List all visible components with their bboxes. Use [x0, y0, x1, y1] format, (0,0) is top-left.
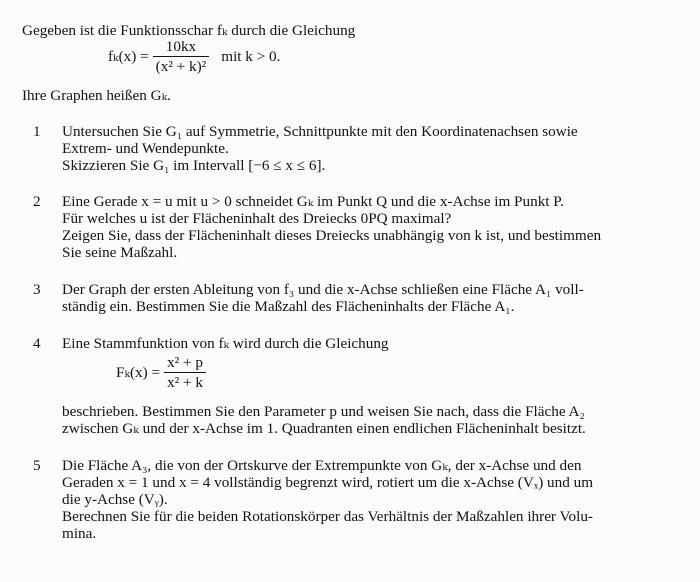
intro-graph-name: Ihre Graphen heißen Gₖ. [22, 87, 171, 104]
equation-lhs: fₖ(x) = [108, 48, 149, 65]
task-2-line: Eine Gerade x = u mit u > 0 schneidet Gₖ im Punkt Q und die x-Achse im Punkt P. [62, 193, 564, 210]
task-4-line: Eine Stammfunktion von fₖ wird durch die Gleichung [62, 335, 389, 352]
task-1-line: Untersuchen Sie G₁ auf Symmetrie, Schnittpunkte mit den Koordinatenachsen sowie [62, 123, 578, 140]
equation-condition: mit k > 0. [221, 48, 281, 65]
task-4-line: beschrieben. Bestimmen Sie den Parameter p und weisen Sie nach, dass die Fläche A₂ [62, 403, 585, 420]
intro-equation [108, 38, 280, 75]
fraction-numerator: x² + p [164, 354, 206, 373]
equation-fraction [164, 354, 206, 391]
fraction-numerator: 10kx [153, 38, 210, 57]
task-number: 5 [33, 457, 41, 474]
task-5-line: Geraden x = 1 und x = 4 vollständig begrenzt wird, rotiert um die x-Achse (Vₓ) und um [62, 474, 594, 491]
equation-fraction [153, 38, 210, 75]
task-number: 1 [33, 123, 41, 140]
task-3-line: ständig ein. Bestimmen Sie die Maßzahl des Flächeninhalts der Fläche A₁. [62, 298, 515, 315]
task-2-line: Sie seine Maßzahl. [62, 244, 178, 261]
fraction-denominator: x² + k [167, 374, 203, 391]
task-4-equation [116, 354, 210, 391]
task-5-line: Berechnen Sie für die beiden Rotationskörper das Verhältnis der Maßzahlen ihrer Volu- [62, 508, 593, 525]
task-3-line: Der Graph der ersten Ableitung von f₃ und die x-Achse schließen eine Fläche A₁ voll- [62, 281, 584, 298]
task-5-line: die y-Achse (Vᵧ). [62, 491, 168, 508]
task-number: 2 [33, 193, 41, 210]
fraction-denominator: (x² + k)² [155, 58, 207, 75]
task-number: 4 [33, 335, 41, 352]
task-5-line: Die Fläche A₃, die von der Ortskurve der Extrempunkte von Gₖ, der x-Achse und den [62, 457, 582, 474]
task-number: 3 [33, 281, 41, 298]
task-1-line: Extrem- und Wendepunkte. [62, 140, 229, 157]
equation-lhs: Fₖ(x) = [116, 364, 161, 381]
task-1-line: Skizzieren Sie G₁ im Intervall [−6 ≤ x ≤ 6]. [62, 157, 326, 174]
task-2-line: Zeigen Sie, dass der Flächeninhalt dieses Dreiecks unabhängig von k ist, und bestimmen [62, 227, 602, 244]
intro-line: Gegeben ist die Funktionsschar fₖ durch die Gleichung [22, 22, 356, 39]
task-5-line: mina. [62, 525, 97, 542]
task-4-line: zwischen Gₖ und der x-Achse im 1. Quadranten einen endlichen Flächeninhalt besitzt. [62, 420, 586, 437]
task-2-line: Für welches u ist der Flächeninhalt des Dreiecks 0PQ maximal? [62, 210, 452, 227]
